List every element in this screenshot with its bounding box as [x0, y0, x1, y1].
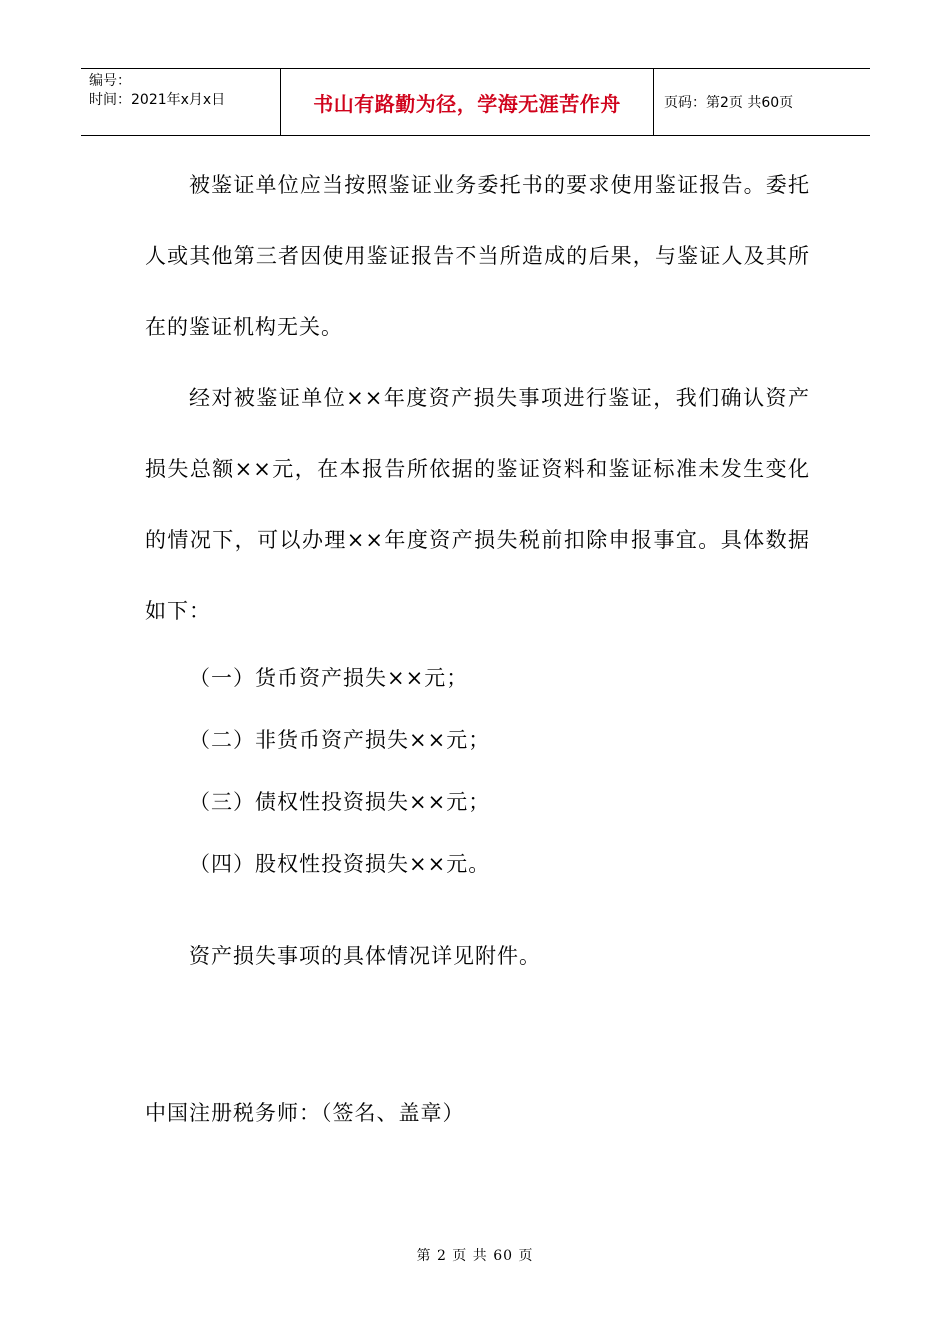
header-meta [81, 69, 281, 135]
page-header [81, 68, 870, 136]
header-page-code: 页码：第2页 共60页 [664, 95, 794, 111]
header-motto: 书山有路勤为径，学海无涯苦作舟 [313, 91, 621, 116]
loss-item-list [145, 647, 810, 895]
header-motto-cell [281, 69, 654, 135]
loss-item: （一）货币资产损失××元； [189, 666, 469, 690]
paragraph-usage: 被鉴证单位应当按照鉴证业务委托书的要求使用鉴证报告。委托人或其他第三者因使用鉴证报告不当所造成的后果，与鉴证人及其所在的鉴证机构无关。 [145, 173, 810, 339]
loss-item: （二）非货币资产损失××元； [189, 728, 491, 752]
loss-item: （四）股权性投资损失××元。 [189, 852, 491, 876]
loss-item: （三）债权性投资损失××元； [189, 790, 491, 814]
document-body [145, 150, 810, 1127]
signature-line: 中国注册税务师：（签名、盖章） [145, 1101, 465, 1125]
spacer [145, 987, 810, 1097]
document-date: 时间：2021年x月x日 [89, 92, 226, 108]
spacer [145, 895, 810, 925]
paragraph-conclusion: 经对被鉴证单位××年度资产损失事项进行鉴证，我们确认资产损失总额××元，在本报告所依据的鉴证资料和鉴证标准未发生变化的情况下，可以办理××年度资产损失税前扣除申报事宜。具体数据如下： [145, 386, 810, 623]
header-page-code-cell [654, 69, 870, 135]
document-number-label: 编号： [89, 73, 131, 89]
page-footer: 第 2 页 共 60 页 [416, 1248, 534, 1264]
attachment-note: 资产损失事项的具体情况详见附件。 [189, 944, 541, 968]
